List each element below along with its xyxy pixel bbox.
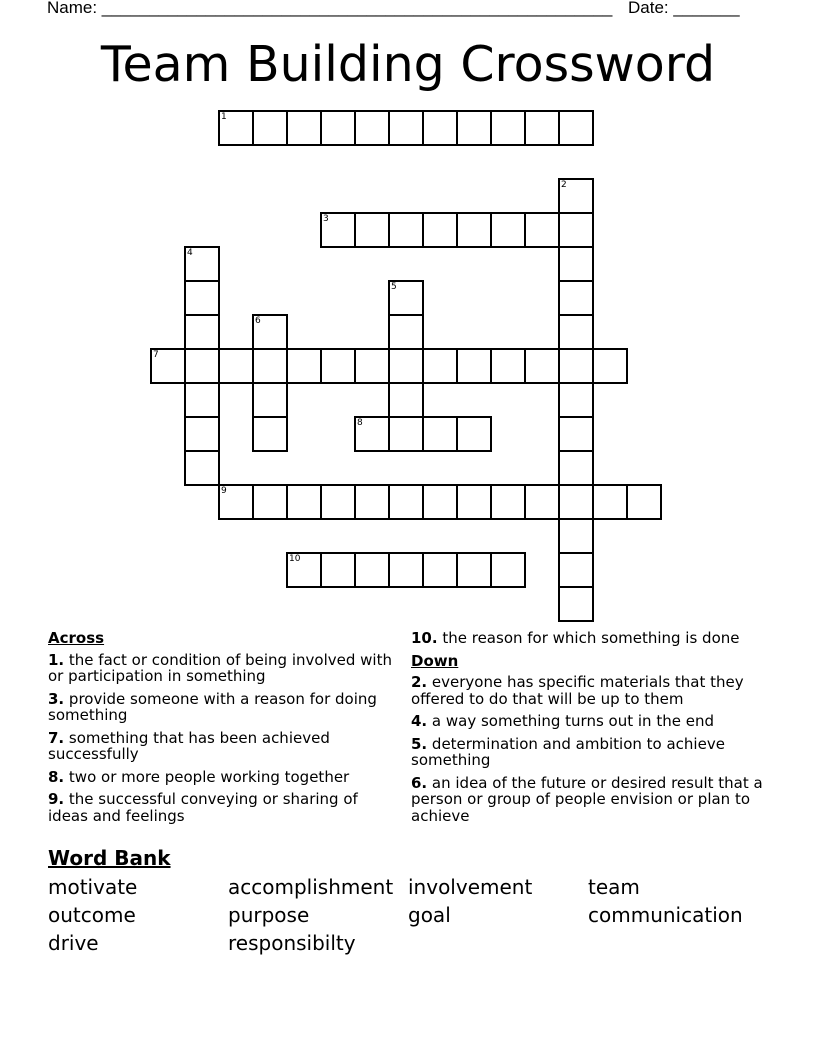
name-field[interactable]: Name: ______________________________________________________ [47,0,613,17]
crossword-cell[interactable] [388,348,424,384]
clue-text: provide someone with a reason for doing something [48,689,377,724]
crossword-cell[interactable] [490,552,526,588]
crossword-cell[interactable] [184,246,220,282]
crossword-cell[interactable] [558,280,594,316]
clue-text: the fact or condition of being involved with or participation in something [48,650,392,685]
crossword-cell[interactable] [422,552,458,588]
clue-number: 3. [48,689,65,708]
crossword-cell[interactable] [218,110,254,146]
crossword-cell[interactable] [558,348,594,384]
clue-down-5 [411,736,781,769]
clue-number: 5. [411,734,428,753]
clues-column-right [411,630,781,830]
crossword-cell[interactable] [422,416,458,452]
clue-text: the successful conveying or sharing of ideas and feelings [48,790,358,825]
crossword-cell[interactable] [252,110,288,146]
crossword-cell[interactable] [252,348,288,384]
crossword-cell[interactable] [524,212,560,248]
crossword-cell[interactable] [524,484,560,520]
clue-down-6 [411,775,781,825]
cell-number: 6 [255,316,261,326]
clue-number: 9. [48,790,65,808]
clue-text: everyone has specific materials that they offered to do that will be up to them [411,673,744,708]
crossword-cell[interactable] [422,110,458,146]
crossword-cell[interactable] [388,110,424,146]
crossword-cell[interactable] [558,484,594,520]
crossword-cell[interactable] [354,552,390,588]
crossword-cell[interactable] [388,484,424,520]
crossword-grid [151,111,671,631]
date-field[interactable]: Date: _______ [628,0,740,17]
clue-number: 8. [48,767,65,786]
crossword-cell[interactable] [524,110,560,146]
clue-text: two or more people working together [68,767,350,786]
crossword-cell[interactable] [388,314,424,350]
crossword-cell[interactable] [388,552,424,588]
clue-down-4 [411,713,781,730]
clue-number: 4. [411,712,428,730]
clue-down-2 [411,674,781,707]
crossword-cell[interactable] [218,348,254,384]
word-bank-item: accomplishment [228,875,394,899]
clue-text: something that has been achieved successfully [48,728,330,763]
clue-across-9 [48,791,398,824]
clue-number: 6. [411,773,428,792]
word-bank-item: purpose [228,903,310,927]
word-bank-title: Word Bank [48,846,171,870]
down-heading: Down [411,651,459,670]
crossword-cell[interactable] [422,348,458,384]
word-bank-item: communication [588,903,743,927]
crossword-cell[interactable] [558,518,594,554]
crossword-cell[interactable] [490,348,526,384]
crossword-cell[interactable] [354,416,390,452]
crossword-cell[interactable] [592,348,628,384]
crossword-cell[interactable] [558,178,594,214]
word-bank-item: team [588,875,640,899]
crossword-cell[interactable] [218,484,254,520]
across-heading: Across [48,629,105,647]
crossword-cell[interactable] [422,484,458,520]
clue-number: 2. [411,673,428,691]
crossword-cell[interactable] [558,110,594,146]
crossword-cell[interactable] [456,484,492,520]
crossword-cell[interactable] [422,212,458,248]
crossword-cell[interactable] [490,484,526,520]
crossword-cell[interactable] [354,484,390,520]
crossword-cell[interactable] [456,348,492,384]
crossword-cell[interactable] [150,348,186,384]
crossword-cell[interactable] [558,450,594,486]
crossword-cell[interactable] [320,212,356,248]
crossword-cell[interactable] [558,382,594,418]
crossword-cell[interactable] [252,484,288,520]
crossword-cell[interactable] [354,212,390,248]
cell-number: 1 [221,112,227,122]
crossword-cell[interactable] [388,382,424,418]
clue-number: 1. [48,650,65,669]
cell-number: 3 [323,214,329,224]
crossword-cell[interactable] [558,552,594,588]
clue-text: the reason for which something is done [442,629,740,647]
cell-number: 7 [153,350,159,360]
clue-number: 10. [411,629,438,647]
crossword-cell[interactable] [490,110,526,146]
clue-across-10 [411,630,781,647]
crossword-cell[interactable] [558,246,594,282]
crossword-cell[interactable] [320,110,356,146]
crossword-cell[interactable] [490,212,526,248]
word-bank-item: responsibilty [228,931,356,955]
crossword-cell[interactable] [286,484,322,520]
word-bank-item: motivate [48,875,138,899]
crossword-cell[interactable] [320,484,356,520]
crossword-cell[interactable] [456,416,492,452]
word-bank-item: involvement [408,875,533,899]
crossword-cell[interactable] [558,314,594,350]
crossword-cell[interactable] [456,110,492,146]
crossword-cell[interactable] [558,586,594,622]
clue-across-1 [48,652,398,685]
clue-text: determination and ambition to achieve something [411,734,725,769]
cell-number: 5 [391,282,397,292]
crossword-cell[interactable] [524,348,560,384]
crossword-cell[interactable] [320,552,356,588]
crossword-cell[interactable] [456,552,492,588]
word-bank-item: outcome [48,903,136,927]
crossword-cell[interactable] [558,212,594,248]
crossword-cell[interactable] [286,110,322,146]
crossword-cell[interactable] [184,280,220,316]
crossword-cell[interactable] [184,382,220,418]
crossword-cell[interactable] [388,280,424,316]
crossword-cell[interactable] [184,348,220,384]
clue-text: a way something turns out in the end [431,712,714,730]
word-bank-item: drive [48,931,99,955]
word-bank [48,873,788,957]
clue-across-7 [48,730,398,763]
crossword-cell[interactable] [592,484,628,520]
crossword-cell[interactable] [286,552,322,588]
crossword-cell[interactable] [184,450,220,486]
crossword-cell[interactable] [252,416,288,452]
cell-number: 8 [357,418,363,428]
cell-number: 4 [187,248,193,258]
crossword-cell[interactable] [388,416,424,452]
crossword-cell[interactable] [626,484,662,520]
clue-across-8 [48,769,398,786]
clue-across-3 [48,691,398,724]
cell-number: 9 [221,486,227,496]
crossword-cell[interactable] [184,314,220,350]
cell-number: 2 [561,180,567,190]
clue-text: an idea of the future or desired result that a person or group of people envision or plan to achieve [411,773,763,825]
crossword-cell[interactable] [558,416,594,452]
clues-column-left [48,630,398,830]
cell-number: 10 [289,554,301,564]
crossword-cell[interactable] [184,416,220,452]
crossword-cell[interactable] [388,212,424,248]
crossword-cell[interactable] [252,314,288,350]
page-title: Team Building Crossword [100,36,716,93]
crossword-cell[interactable] [354,110,390,146]
word-bank-item: goal [408,903,451,927]
crossword-cell[interactable] [456,212,492,248]
crossword-cell[interactable] [252,382,288,418]
clue-number: 7. [48,728,65,747]
crossword-cell[interactable] [320,348,356,384]
crossword-cell[interactable] [286,348,322,384]
crossword-cell[interactable] [354,348,390,384]
